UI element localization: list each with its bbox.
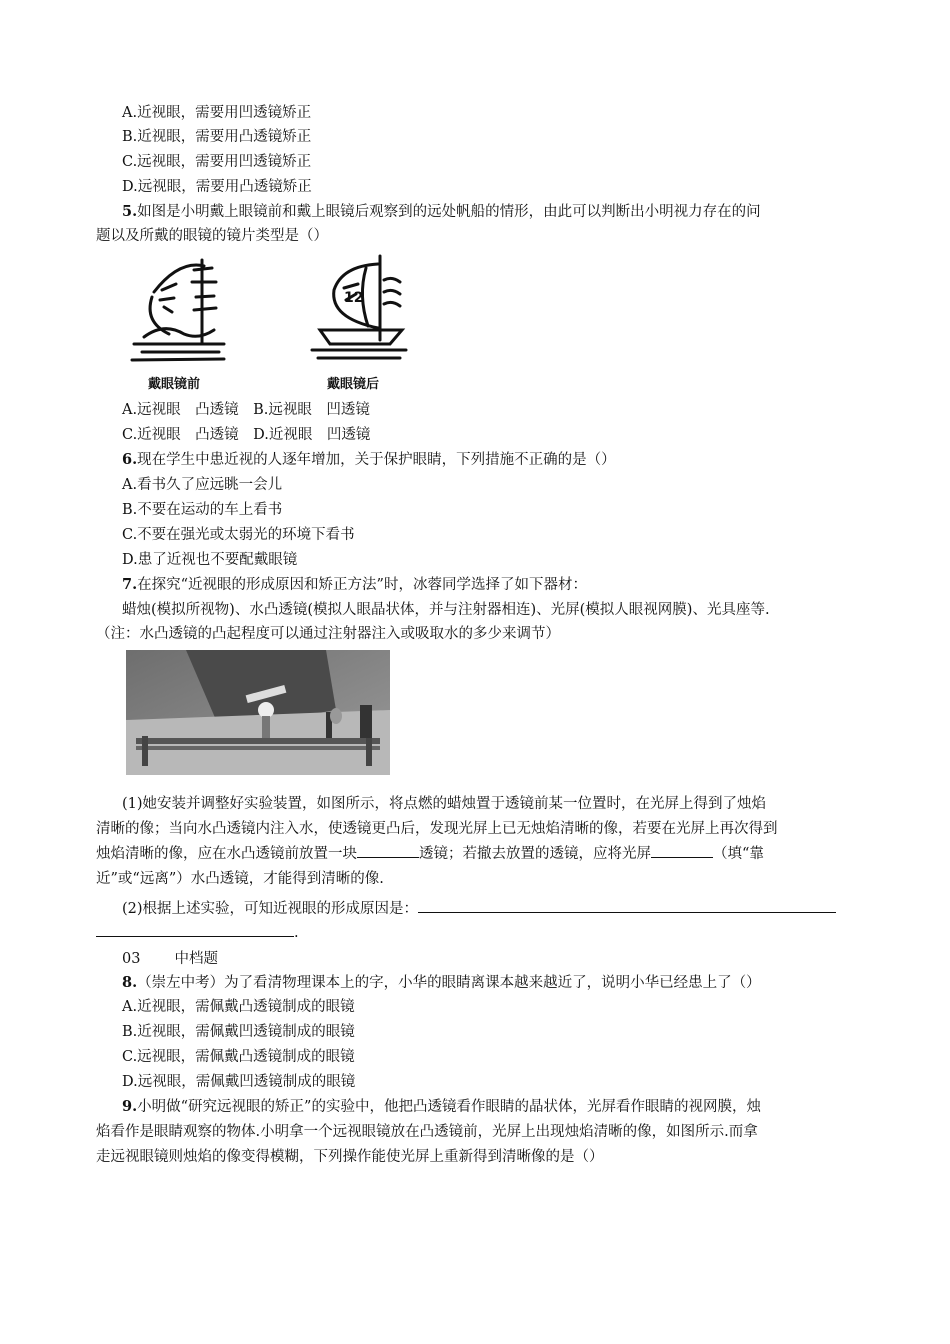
sailboat-after-figure xyxy=(302,250,412,365)
q5-options-ab: A.远视眼 凸透镜 B.远视眼 凹透镜 xyxy=(122,402,370,418)
q7-part1-line4: 近”或“远离”）水凸透镜，才能得到清晰的像. xyxy=(96,871,384,887)
q6-option-d: D.患了近视也不要配戴眼镜 xyxy=(122,552,298,568)
q4-option-a: A.近视眼，需要用凹透镜矫正 xyxy=(122,105,312,121)
section-header xyxy=(122,948,218,970)
q6-number: 6. xyxy=(122,451,138,468)
q7-part1-line3b: 透镜；若撤去放置的透镜，应将光屏 xyxy=(419,846,651,862)
q7-part2-end: . xyxy=(294,925,299,941)
experiment-photo xyxy=(126,650,390,775)
q5-stem-text: 如图是小明戴上眼镜前和戴上眼镜后观察到的远处帆船的情形，由此可以判断出小明视力存在的问 xyxy=(137,204,761,220)
q7-number: 7. xyxy=(122,576,138,593)
q7-stem xyxy=(122,574,587,596)
q7-materials: 蜡烛(模拟所视物)、水凸透镜(模拟人眼晶状体，并与注射器相连)、光屏(模拟人眼视网膜)、光具座等. xyxy=(122,602,770,618)
q6-option-a: A.看书久了应远眺一会儿 xyxy=(122,477,283,493)
q9-stem-text: 小明做“研究远视眼的矫正”的实验中，他把凸透镜看作眼睛的晶状体，光屏看作眼睛的视网膜，烛 xyxy=(137,1099,761,1115)
q7-part1-line1: (1)她安装并调整好实验装置，如图所示，将点燃的蜡烛置于透镜前某一位置时，在光屏上得到了烛焰 xyxy=(122,796,767,812)
q4-option-b: B.近视眼，需要用凸透镜矫正 xyxy=(122,129,312,145)
q7-cause-blank-2[interactable] xyxy=(96,922,294,937)
svg-text:12: 12 xyxy=(344,290,364,306)
sailboat-before-figure xyxy=(124,252,234,367)
q9-stem-line1 xyxy=(122,1096,761,1118)
q7-part1-line3 xyxy=(96,843,764,865)
q6-option-c: C.不要在强光或太弱光的环境下看书 xyxy=(122,527,355,543)
q6-option-b: B.不要在运动的车上看书 xyxy=(122,502,283,518)
q7-part2 xyxy=(122,898,836,920)
q7-part1-line3a: 烛焰清晰的像，应在水凸透镜前放置一块 xyxy=(96,846,357,862)
q7-cause-blank-1[interactable] xyxy=(418,898,836,913)
caption-after-glasses: 戴眼镜后 xyxy=(327,377,380,392)
q9-stem-line2: 焰看作是眼睛观察的物体.小明拿一个远视眼镜放在凸透镜前，光屏上出现烛焰清晰的像，如图所示.而拿 xyxy=(96,1124,758,1140)
q5-options-cd: C.近视眼 凸透镜 D.近视眼 凹透镜 xyxy=(122,427,371,443)
q8-option-b: B.近视眼，需佩戴凹透镜制成的眼镜 xyxy=(122,1024,355,1040)
section-title: 中档题 xyxy=(174,951,218,967)
q5-number: 5. xyxy=(122,203,138,220)
q8-stem-text: （崇左中考）为了看清物理课本上的字，小华的眼睛离课本越来越近了，说明小华已经患上了（） xyxy=(137,975,761,991)
q7-part1-line2: 清晰的像；当向水凸透镜内注入水，使透镜更凸后，发现光屏上已无烛焰清晰的像，若要在光屏上再次得到 xyxy=(96,821,778,837)
q9-stem-line3: 走远视眼镜则烛焰的像变得模糊，下列操作能使光屏上重新得到清晰像的是（） xyxy=(96,1149,604,1165)
q8-number: 8. xyxy=(122,974,138,991)
q7-part2-cont xyxy=(96,922,299,944)
q5-stem-line2: 题以及所戴的眼镜的镜片类型是（） xyxy=(96,228,328,244)
q8-option-c: C.远视眼，需佩戴凸透镜制成的眼镜 xyxy=(122,1049,355,1065)
q7-part2-text: (2)根据上述实验，可知近视眼的形成原因是： xyxy=(122,901,419,917)
q7-note: （注：水凸透镜的凸起程度可以通过注射器注入或吸取水的多少来调节） xyxy=(96,626,560,642)
caption-before-glasses: 戴眼镜前 xyxy=(148,377,201,392)
q5-stem-line1 xyxy=(122,201,761,223)
q4-option-c: C.远视眼，需要用凹透镜矫正 xyxy=(122,154,312,170)
q8-option-a: A.近视眼，需佩戴凸透镜制成的眼镜 xyxy=(122,999,355,1015)
q6-stem-text: 现在学生中患近视的人逐年增加，关于保护眼睛，下列措施不正确的是（） xyxy=(137,452,616,468)
q7-part1-line3c: （填“靠 xyxy=(713,846,764,862)
section-number: 03 xyxy=(122,951,141,967)
q4-option-d: D.远视眼，需要用凸透镜矫正 xyxy=(122,179,312,195)
q8-option-d: D.远视眼，需佩戴凹透镜制成的眼镜 xyxy=(122,1074,356,1090)
q7-stem-text: 在探究“近视眼的形成原因和矫正方法”时，冰蓉同学选择了如下器材： xyxy=(137,577,587,593)
q9-number: 9. xyxy=(122,1098,138,1115)
q6-stem xyxy=(122,449,616,471)
q8-stem xyxy=(122,972,761,994)
q7-lens-type-blank[interactable] xyxy=(357,843,419,858)
q7-screen-direction-blank[interactable] xyxy=(651,843,713,858)
